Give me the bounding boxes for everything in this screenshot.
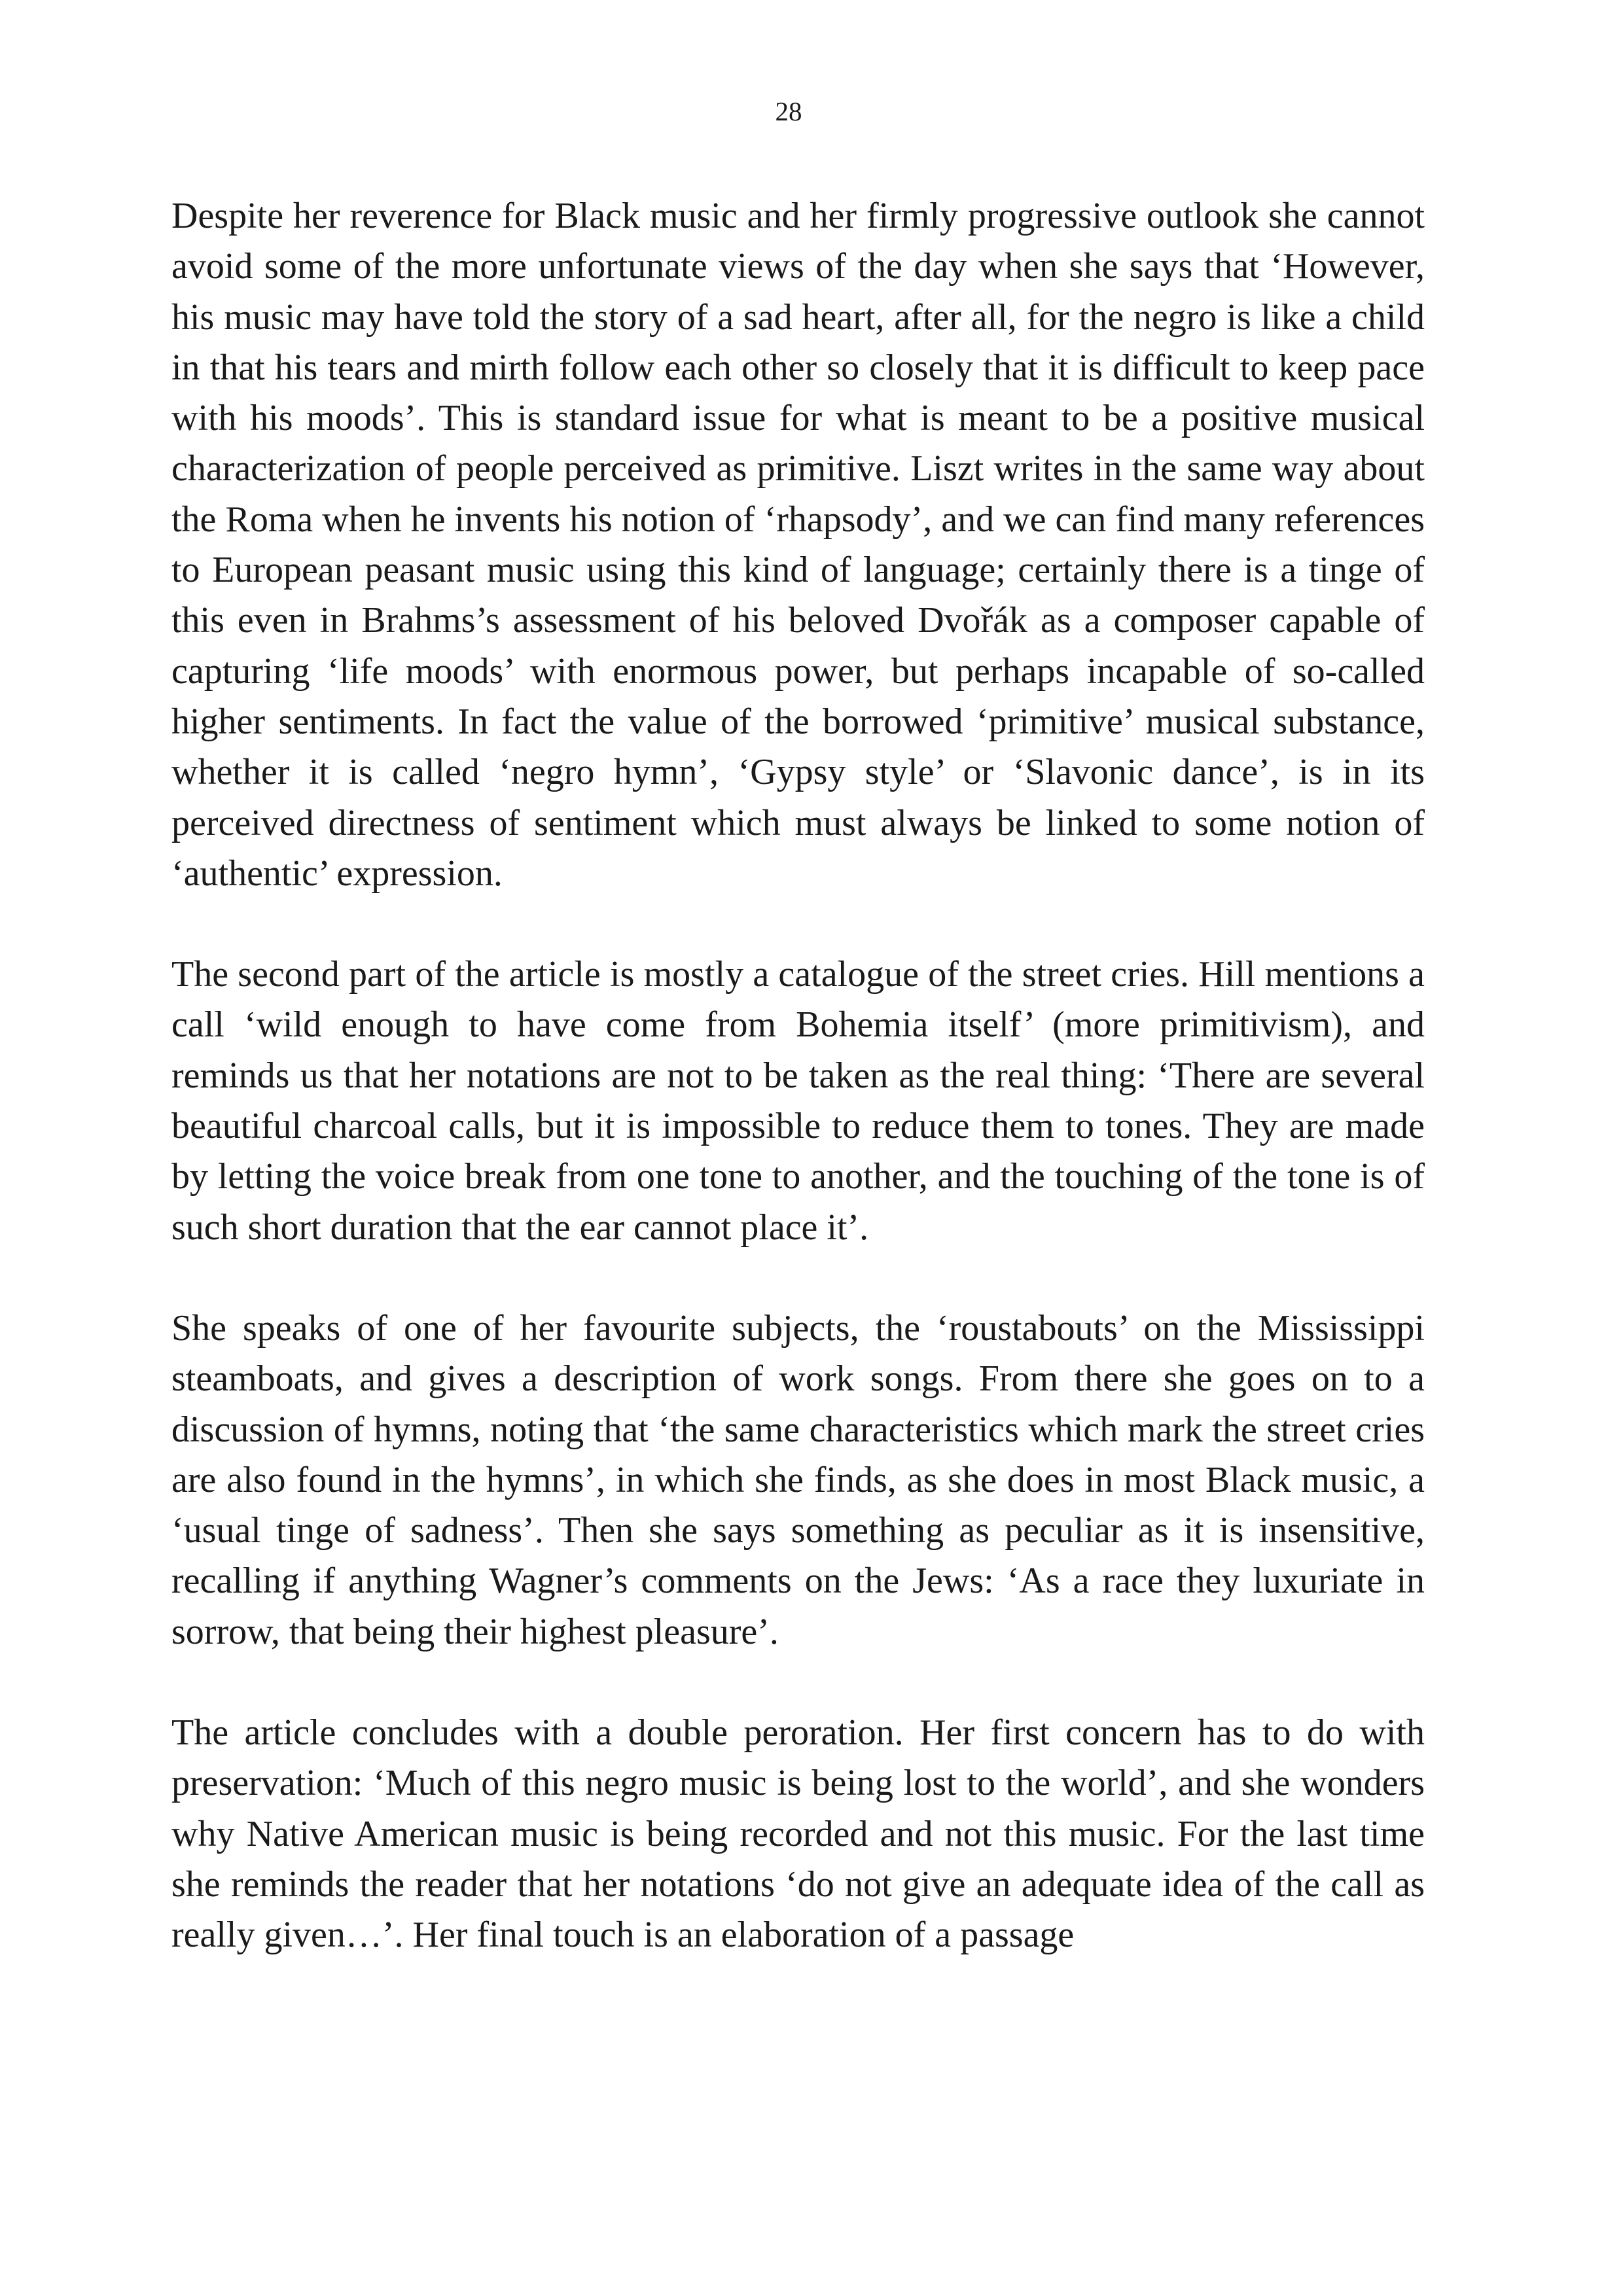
paragraph-3: She speaks of one of her favourite subjects, the ‘roustabouts’ on the Mississippi steamboats, and gives a description of work songs. From there she goes on to a discussion of hymns, noting that ‘the same characteristics which mark the street cries are also found in the hymns’, in which she finds, as she does in most Black music, a ‘usual tinge of sadness’. Then she says something as peculiar as it is insensitive, recalling if anything Wagner’s comments on the Jews: ‘As a race they luxuriate in sorrow, that being their highest pleasure’. [171, 1307, 1425, 1652]
body-text [171, 191, 1425, 2011]
page-number: 28 [775, 96, 802, 126]
paragraph-1: Despite her reverence for Black music and her firmly progressive outlook she cannot avoid some of the more unfortunate views of the day when she says that ‘However, his music may have told the story of a sad heart, after all, for the negro is like a child in that his tears and mirth follow each other so closely that it is difficult to keep pace with his moods’. This is standard issue for what is meant to be a positive musical characterization of people perceived as primitive. Liszt writes in the same way about the Roma when he invents his notion of ‘rhapsody’, and we can find many references to European peasant music using this kind of language; certainly there is a tinge of this even in Brahms’s assessment of his beloved Dvořák as a composer capable of capturing ‘life moods’ with enormous power, but perhaps incapable of so-called higher sentiments. In fact the value of the borrowed ‘primitive’ musical substance, whether it is called ‘negro hymn’, ‘Gypsy style’ or ‘Slavonic dance’, is in its perceived directness of sentiment which must always be linked to some notion of ‘authentic’ expression. [171, 196, 1425, 894]
paragraph-2: The second part of the article is mostly a catalogue of the street cries. Hill mentions a call ‘wild enough to have come from Bohemia itself’ (more primitivism), and reminds us that her notations are not to be taken as the real thing: ‘There are several beautiful charcoal calls, but it is impossible to reduce them to tones. They are made by letting the voice break from one tone to another, and the touching of the tone is of such short duration that the ear cannot place it’. [171, 954, 1425, 1248]
paragraph-4: The article concludes with a double peroration. Her first concern has to do with preservation: ‘Much of this negro music is being lost to the world’, and she wonders why Native American music is being recorded and not this music. For the last time she reminds the reader that her notations ‘do not give an adequate idea of the call as really given…’. Her final touch is an elaboration of a passage [171, 1712, 1425, 1956]
